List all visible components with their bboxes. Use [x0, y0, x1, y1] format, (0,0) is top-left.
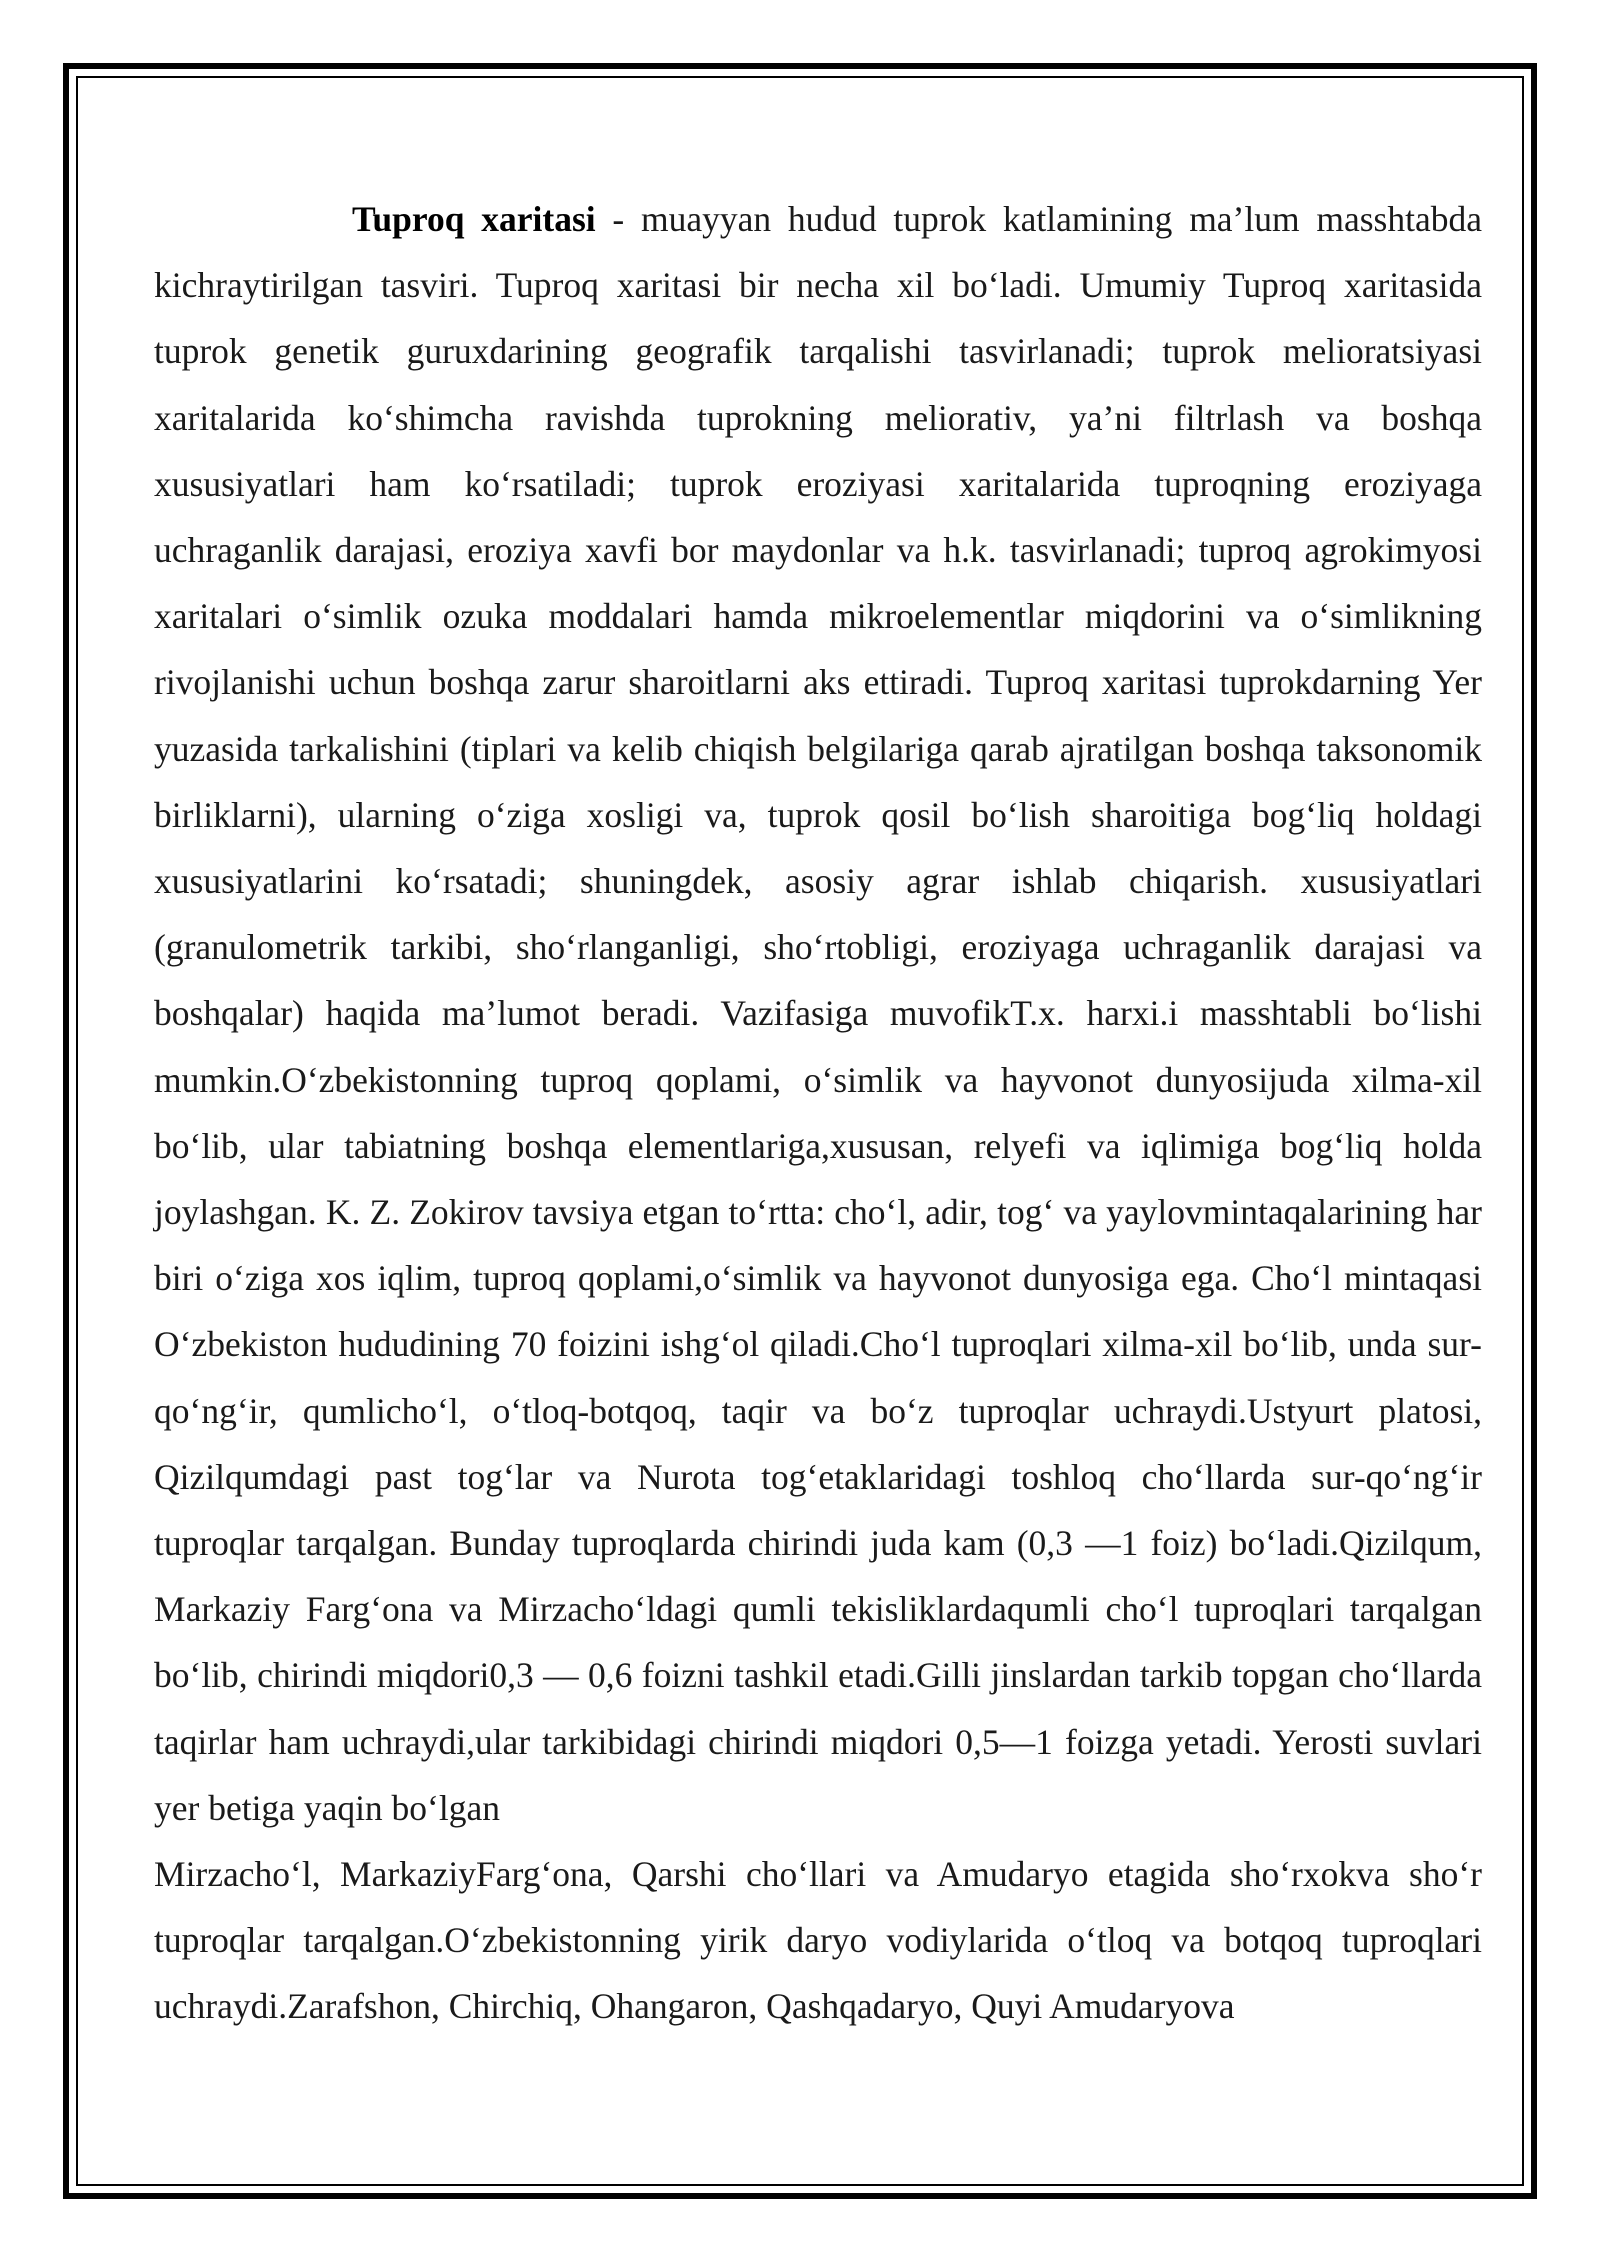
document-body: [154, 186, 1482, 2040]
paragraph-1: [154, 186, 1482, 1841]
paragraph-2: Mirzacho‘l, MarkaziyFarg‘ona, Qarshi cho‘llari va Amudaryo etagida sho‘rxokva sho‘r tuproqlar tarqalgan.O‘zbekistonning yirik daryo vodiylarida o‘tloq va botqoq tuproqlari uchraydi.Zarafshon, Chirchiq, Ohangaron, Qashqadaryo, Quyi Amudaryova: [154, 1854, 1482, 2027]
paragraph-1-text: - muayyan hudud tuprok katlamining ma’lum masshtabda kichraytirilgan tasviri. Tuproq xaritasi bir necha xil bo‘ladi. Umumiy Tuproq xaritasida tuprok genetik guruxdarining geografik tarqalishi tasvirlanadi; tuprok melioratsiyasi xaritalarida ko‘shimcha ravishda tuprokning meliorativ, ya’ni filtrlash va boshqa xususiyatlari ham ko‘rsatiladi; tuprok eroziyasi xaritalarida tuproqning eroziyaga uchraganlik darajasi, eroziya xavfi bor maydonlar va h.k. tasvirlanadi; tuproq agrokimyosi xaritalari o‘simlik ozuka moddalari hamda mikroelementlar miqdorini va o‘simlikning rivojlanishi uchun boshqa zarur sharoitlarni aks ettiradi. Tuproq xaritasi tuprokdarning Yer yuzasida tarkalishini (tiplari va kelib chiqish belgilariga qarab ajratilgan boshqa taksonomik birliklarni), ularning o‘ziga xosligi va, tuprok qosil bo‘lish sharoitiga bog‘liq holdagi xususiyatlarini ko‘rsatadi; shuningdek, asosiy agrar ishlab chiqarish. xususiyatlari (granulometrik tarkibi, sho‘rlanganligi, sho‘rtobligi, eroziyaga uchraganlik darajasi va boshqalar) haqida ma’lumot beradi. Vazifasiga muvofikT.x. harxi.i masshtabli bo‘lishi mumkin.O‘zbekistonning tuproq qoplami, o‘simlik va hayvonot dunyosijuda xilma-xil bo‘lib, ular tabiatning boshqa elementlariga,xususan, relyefi va iqlimiga bog‘liq holda joylashgan. K. Z. Zokirov tavsiya etgan to‘rtta: cho‘l, adir, tog‘ va yaylovmintaqalarining har biri o‘ziga xos iqlim, tuproq qoplami,o‘simlik va hayvonot dunyosiga ega. Cho‘l mintaqasi O‘zbekiston hududining 70 foizini ishg‘ol qiladi.Cho‘l tuproqlari xilma-xil bo‘lib, unda sur-qo‘ng‘ir, qumlicho‘l, o‘tloq-botqoq, taqir va bo‘z tuproqlar uchraydi.Ustyurt platosi, Qizilqumdagi past tog‘lar va Nurota tog‘etaklaridagi toshloq cho‘llarda sur-qo‘ng‘ir tuproqlar tarqalgan. Bunday tuproqlarda chirindi juda kam (0,3 —1 foiz) bo‘ladi.Qizilqum, Markaziy Farg‘ona va Mirzacho‘ldagi qumli tekisliklardaqumli cho‘l tuproqlari tarqalgan bo‘lib, chirindi miqdori0,3 — 0,6 foizni tashkil etadi.Gilli jinslardan tarkib topgan cho‘llarda taqirlar ham uchraydi,ular tarkibidagi chirindi miqdori 0,5—1 foizga yetadi. Yerosti suvlari yer betiga yaqin bo‘lgan: [154, 199, 1482, 1828]
term-heading: Tuproq xaritasi: [352, 199, 596, 239]
